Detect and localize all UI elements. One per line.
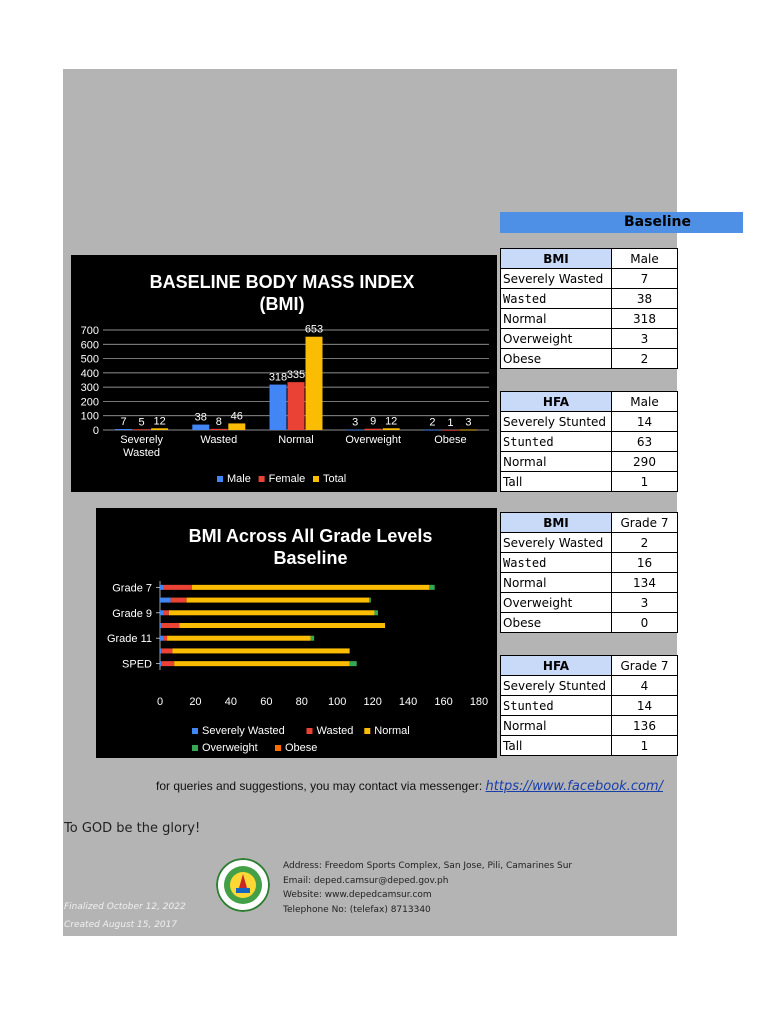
y-tick-label: 200 bbox=[80, 396, 99, 409]
bar-male bbox=[192, 425, 209, 430]
legend-swatch bbox=[364, 728, 370, 734]
bar-segment-severely-wasted bbox=[160, 585, 164, 590]
row-label: Normal bbox=[501, 573, 612, 593]
table-header-indicator: BMI bbox=[501, 513, 612, 533]
bar-segment-overweight bbox=[350, 661, 357, 666]
deped-seal-logo bbox=[216, 858, 270, 912]
baseline-title: Baseline bbox=[624, 214, 692, 230]
bar-total bbox=[460, 430, 477, 431]
bar-segment-severely-wasted bbox=[160, 661, 162, 666]
legend-swatch bbox=[259, 476, 265, 482]
bar-segment-normal bbox=[179, 623, 385, 628]
row-value: 16 bbox=[612, 553, 678, 573]
x-tick-label: Severely bbox=[120, 434, 163, 446]
website-line: Website: www.depedcamsur.com bbox=[283, 890, 432, 900]
x-tick-label: 0 bbox=[156, 696, 164, 708]
row-value: 7 bbox=[612, 269, 678, 289]
row-value: 136 bbox=[612, 716, 678, 736]
table-row bbox=[501, 309, 678, 329]
legend-swatch bbox=[307, 728, 313, 734]
table-row bbox=[501, 269, 678, 289]
data-label: 1 bbox=[447, 416, 454, 429]
telephone-line: Telephone No: (telefax) 8713340 bbox=[283, 904, 431, 915]
address-line: Address: Freedom Sports Complex, San Jose, Pili, Camarines Sur bbox=[283, 861, 573, 871]
row-value: 4 bbox=[612, 676, 678, 696]
table-header-indicator: BMI bbox=[501, 249, 612, 269]
email-line: Email: deped.camsur@deped.gov.ph bbox=[283, 875, 449, 886]
table-header-group: Grade 7 bbox=[612, 656, 678, 676]
glory-text: To GOD be the glory! bbox=[64, 821, 201, 836]
bar-segment-normal bbox=[172, 648, 349, 653]
row-label: Normal bbox=[501, 309, 612, 329]
finalized-date: Finalized October 12, 2022 bbox=[64, 902, 186, 912]
table-row bbox=[501, 613, 678, 633]
x-tick-label: 120 bbox=[363, 696, 382, 708]
bar-segment-wasted bbox=[162, 661, 174, 666]
bar-segment-overweight bbox=[429, 585, 434, 590]
table-header-row bbox=[501, 249, 678, 269]
x-tick-label: 40 bbox=[224, 696, 238, 708]
x-tick-label: Wasted bbox=[123, 447, 161, 459]
table-header-group: Grade 7 bbox=[612, 513, 678, 533]
chart-title: Baseline bbox=[273, 548, 348, 568]
messenger-link[interactable]: https://www.facebook.com/ bbox=[485, 779, 663, 794]
row-label: Severely Stunted bbox=[501, 676, 612, 696]
row-value: 3 bbox=[612, 593, 678, 613]
bar-segment-severely-wasted bbox=[160, 610, 164, 615]
bmi-grade-levels-chart bbox=[96, 508, 497, 758]
bar-segment-normal bbox=[187, 598, 370, 603]
row-label: Tall bbox=[501, 472, 612, 492]
bar-male bbox=[270, 385, 287, 430]
bar-female bbox=[365, 429, 382, 430]
x-tick-label: 20 bbox=[189, 696, 202, 708]
row-value: 38 bbox=[612, 289, 678, 309]
data-label: 3 bbox=[352, 416, 359, 429]
table-row bbox=[501, 736, 678, 756]
contact-text: for queries and suggestions, you may contact via messenger: bbox=[156, 779, 486, 793]
data-label: 3 bbox=[465, 416, 472, 429]
data-label: 38 bbox=[194, 411, 207, 424]
x-tick-label: 100 bbox=[328, 696, 347, 708]
data-label: 7 bbox=[120, 416, 127, 428]
bar-total bbox=[383, 428, 400, 430]
table-header-indicator: HFA bbox=[501, 392, 612, 412]
row-label: Severely Stunted bbox=[501, 412, 612, 432]
table-row bbox=[501, 696, 678, 716]
bar-segment-normal bbox=[169, 610, 375, 615]
table-header-row bbox=[501, 392, 678, 412]
data-label: 318 bbox=[268, 371, 288, 384]
bar-segment-overweight bbox=[374, 610, 378, 615]
legend-swatch bbox=[192, 745, 198, 751]
bar-segment-severely-wasted bbox=[160, 598, 171, 603]
table-row bbox=[501, 573, 678, 593]
y-tick-label: 0 bbox=[92, 425, 99, 437]
bar-male bbox=[115, 429, 132, 430]
data-label: 5 bbox=[138, 416, 145, 429]
data-label: 653 bbox=[304, 323, 324, 336]
table-header-group: Male bbox=[612, 392, 678, 412]
row-value: 290 bbox=[612, 452, 678, 472]
bar-segment-wasted bbox=[162, 623, 180, 628]
y-tick-label: 100 bbox=[80, 410, 99, 423]
y-tick-label: Grade 11 bbox=[106, 633, 152, 646]
bar-female bbox=[210, 429, 227, 430]
row-label: Stunted bbox=[501, 432, 612, 452]
summary-table bbox=[500, 248, 678, 369]
bar-segment-wasted bbox=[162, 648, 173, 653]
row-label: Normal bbox=[501, 716, 612, 736]
data-label: 8 bbox=[215, 415, 222, 428]
row-value: 14 bbox=[612, 412, 678, 432]
row-value: 14 bbox=[612, 696, 678, 716]
legend-swatch bbox=[313, 476, 319, 482]
legend-swatch bbox=[217, 476, 223, 482]
row-value: 3 bbox=[612, 329, 678, 349]
chart-title: BMI Across All Grade Levels bbox=[188, 526, 433, 546]
table-row bbox=[501, 533, 678, 553]
legend-swatch bbox=[275, 745, 281, 751]
summary-table bbox=[500, 512, 678, 633]
table-row bbox=[501, 676, 678, 696]
table-row bbox=[501, 412, 678, 432]
data-label: 12 bbox=[153, 415, 166, 428]
row-label: Severely Wasted bbox=[501, 533, 612, 553]
sheet-background bbox=[63, 69, 677, 936]
bar-female bbox=[133, 429, 150, 430]
bmi-baseline-chart bbox=[71, 255, 497, 492]
bmi-baseline-chart-svg bbox=[71, 255, 497, 492]
x-tick-label: Wasted bbox=[200, 434, 238, 446]
table-header-row bbox=[501, 656, 678, 676]
bar-total bbox=[306, 337, 323, 430]
bar-total bbox=[151, 428, 168, 430]
bar-male bbox=[347, 430, 364, 431]
table-row bbox=[501, 553, 678, 573]
bar-segment-wasted bbox=[171, 598, 187, 603]
legend-swatch bbox=[192, 728, 198, 734]
table-header-row bbox=[501, 513, 678, 533]
summary-table bbox=[500, 655, 678, 756]
legend-label: Severely Wasted bbox=[202, 725, 285, 737]
x-tick-label: 160 bbox=[434, 696, 453, 708]
bar-segment-wasted bbox=[164, 636, 168, 641]
row-value: 1 bbox=[612, 736, 678, 756]
bar-segment-overweight bbox=[311, 636, 315, 641]
bar-segment-normal bbox=[167, 636, 311, 641]
legend-label: Obese bbox=[285, 742, 318, 754]
office-contact-block bbox=[283, 859, 572, 917]
bar-segment-normal bbox=[192, 585, 429, 590]
bar-segment-normal bbox=[174, 661, 349, 666]
legend-label: Female bbox=[268, 473, 306, 485]
x-tick-label: 60 bbox=[260, 696, 273, 708]
bar-male bbox=[424, 430, 441, 431]
row-label: Normal bbox=[501, 452, 612, 472]
x-tick-label: Obese bbox=[434, 434, 467, 446]
y-tick-label: 700 bbox=[80, 325, 99, 337]
y-tick-label: 400 bbox=[80, 367, 99, 380]
legend-label: Wasted bbox=[316, 725, 354, 737]
data-label: 46 bbox=[230, 410, 243, 423]
table-row bbox=[501, 452, 678, 472]
table-row bbox=[501, 472, 678, 492]
legend-label: Total bbox=[323, 473, 347, 485]
bmi-grade-levels-chart-svg bbox=[96, 508, 497, 758]
x-tick-label: 180 bbox=[469, 696, 489, 708]
y-tick-label: Grade 9 bbox=[112, 607, 152, 620]
y-tick-label: 600 bbox=[80, 339, 99, 352]
row-label: Stunted bbox=[501, 696, 612, 716]
data-label: 9 bbox=[370, 415, 377, 428]
row-label: Overweight bbox=[501, 593, 612, 613]
row-label: Overweight bbox=[501, 329, 612, 349]
table-row bbox=[501, 329, 678, 349]
row-label: Tall bbox=[501, 736, 612, 756]
row-label: Wasted bbox=[501, 553, 612, 573]
y-tick-label: 500 bbox=[80, 353, 99, 366]
bar-female bbox=[442, 430, 459, 431]
bar-segment-severely-wasted bbox=[160, 648, 162, 653]
row-label: Obese bbox=[501, 349, 612, 369]
chart-title: (BMI) bbox=[259, 294, 305, 314]
row-value: 318 bbox=[612, 309, 678, 329]
data-label: 12 bbox=[385, 415, 398, 428]
chart-title: BASELINE BODY MASS INDEX bbox=[149, 272, 415, 292]
y-tick-label: Grade 7 bbox=[112, 582, 152, 595]
bar-segment-overweight bbox=[369, 598, 371, 603]
baseline-header bbox=[500, 212, 743, 233]
table-header-group: Male bbox=[612, 249, 678, 269]
row-value: 134 bbox=[612, 573, 678, 593]
bar-segment-wasted bbox=[164, 610, 169, 615]
table-row bbox=[501, 716, 678, 736]
data-label: 2 bbox=[429, 416, 436, 429]
row-value: 1 bbox=[612, 472, 678, 492]
legend-label: Overweight bbox=[202, 742, 258, 754]
created-date: Created August 15, 2017 bbox=[64, 920, 178, 930]
x-tick-label: Overweight bbox=[345, 434, 402, 446]
row-label: Severely Wasted bbox=[501, 269, 612, 289]
summary-table bbox=[500, 391, 678, 492]
row-value: 0 bbox=[612, 613, 678, 633]
row-value: 63 bbox=[612, 432, 678, 452]
row-value: 2 bbox=[612, 349, 678, 369]
bar-female bbox=[288, 382, 305, 430]
legend-label: Normal bbox=[374, 725, 410, 737]
table-row bbox=[501, 349, 678, 369]
x-tick-label: 80 bbox=[295, 696, 308, 708]
x-tick-label: Normal bbox=[278, 434, 314, 446]
contact-line bbox=[156, 775, 677, 799]
legend-label: Male bbox=[227, 473, 251, 485]
x-tick-label: 140 bbox=[398, 696, 418, 708]
table-row bbox=[501, 593, 678, 613]
bar-segment-severely-wasted bbox=[160, 623, 162, 628]
y-tick-label: SPED bbox=[122, 658, 152, 671]
row-label: Wasted bbox=[501, 289, 612, 309]
y-tick-label: 300 bbox=[80, 382, 99, 395]
table-row bbox=[501, 289, 678, 309]
data-label: 335 bbox=[286, 369, 306, 382]
bar-segment-severely-wasted bbox=[160, 636, 164, 641]
table-row bbox=[501, 432, 678, 452]
table-header-indicator: HFA bbox=[501, 656, 612, 676]
row-value: 2 bbox=[612, 533, 678, 553]
bar-segment-wasted bbox=[164, 585, 192, 590]
bar-total bbox=[228, 423, 245, 430]
row-label: Obese bbox=[501, 613, 612, 633]
